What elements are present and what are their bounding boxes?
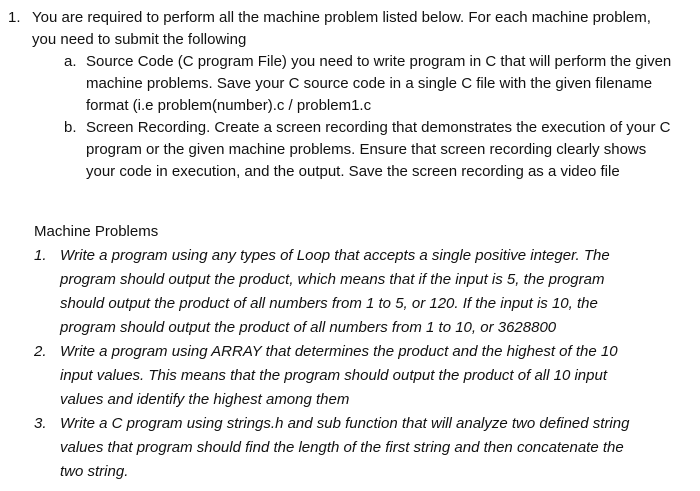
- problem-1-line: should output the product of all numbers from 1 to 5, or 120. If the input is 10, the: [60, 295, 598, 312]
- problem-3-line: two string.: [60, 463, 129, 480]
- item1-line: You are required to perform all the machine problem listed below. For each machine problem,: [32, 9, 651, 26]
- problem-2-line: input values. This means that the program should output the product of all 10 input: [60, 367, 608, 384]
- sublist-letter: b.: [64, 119, 77, 136]
- section-heading: Machine Problems: [34, 223, 159, 240]
- problem-2-line: values and identify the highest among them: [60, 391, 350, 408]
- subitem-a-line: Source Code (C program File) you need to write program in C that will perform the given: [86, 53, 672, 70]
- problem-1-line: Write a program using any types of Loop that accepts a single positive integer. The: [60, 247, 610, 264]
- list-number: 1.: [8, 9, 21, 26]
- subitem-a-line: format (i.e problem(number).c / problem1.c: [86, 97, 372, 114]
- subitem-b-line: your code in execution, and the output. Save the screen recording as a video file: [86, 163, 620, 180]
- subitem-a-line: machine problems. Save your C source code in a single C file with the given filename: [86, 75, 653, 92]
- problem-number: 3.: [34, 415, 47, 432]
- subitem-b-line: Screen Recording. Create a screen recording that demonstrates the execution of your C: [86, 119, 671, 136]
- problem-number: 2.: [34, 343, 47, 360]
- subitem-b-line: program or the given machine problems. Ensure that screen recording clearly shows: [86, 141, 647, 158]
- problem-number: 1.: [34, 247, 47, 264]
- problem-1-line: program should output the product of all numbers from 1 to 10, or 3628800: [60, 319, 557, 336]
- problem-2-line: Write a program using ARRAY that determines the product and the highest of the 10: [60, 343, 618, 360]
- problem-1-line: program should output the product, which means that if the input is 5, the program: [60, 271, 605, 288]
- problem-3-line: Write a C program using strings.h and sub function that will analyze two defined string: [60, 415, 630, 432]
- item1-line: you need to submit the following: [32, 31, 247, 48]
- sublist-letter: a.: [64, 53, 77, 70]
- problem-3-line: values that program should find the length of the first string and then concatenate the: [60, 439, 624, 456]
